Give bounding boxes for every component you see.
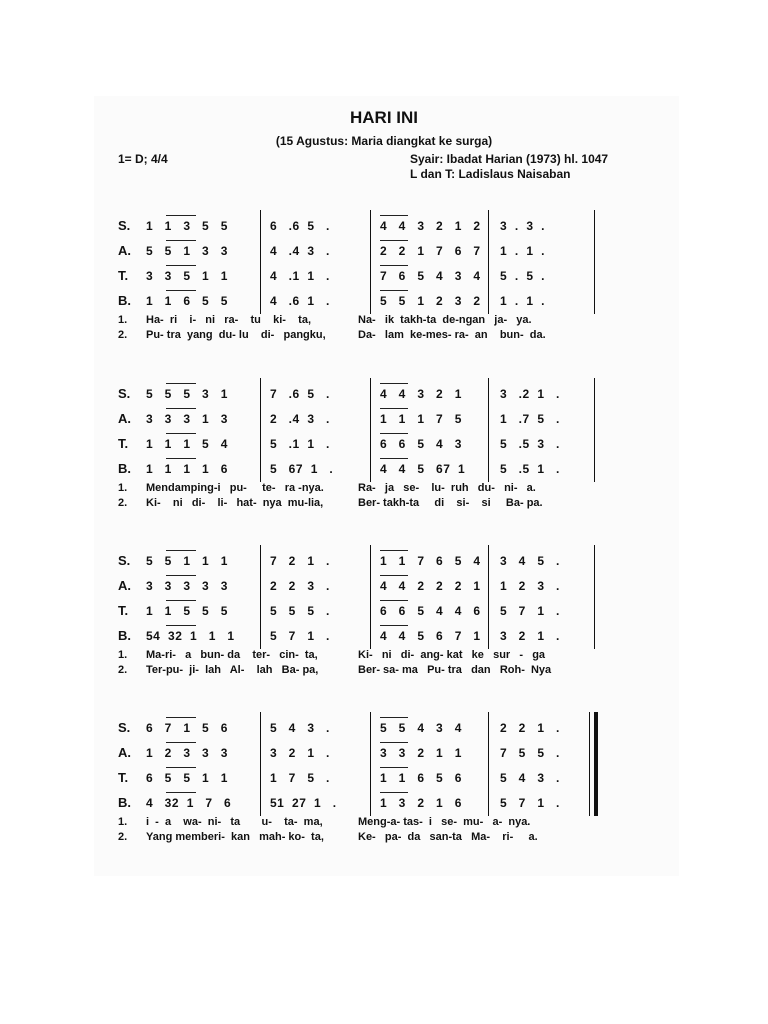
beam (166, 767, 196, 768)
measure: 5 7 1 . (500, 796, 560, 810)
measure: 5 .5 1 . (500, 462, 560, 476)
measure: 2 .4 3 . (270, 412, 330, 426)
beam (166, 600, 196, 601)
verse-number: 2. (118, 664, 128, 676)
barline (488, 210, 489, 314)
beam (380, 575, 408, 576)
voice-label: S. (118, 553, 131, 568)
measure: 3 3 2 1 1 (380, 746, 462, 760)
beam (166, 717, 196, 718)
voice-label: T. (118, 436, 129, 451)
measure: 6 7 1 5 6 (146, 721, 228, 735)
verse-number: 2. (118, 497, 128, 509)
measure: 5 5 1 2 3 2 (380, 294, 481, 308)
beam (380, 240, 408, 241)
barline (594, 378, 595, 482)
beam (166, 383, 196, 384)
measure: 5 5 5 . (270, 604, 330, 618)
measure: 3 . 3 . (500, 219, 546, 233)
measure: 4 4 5 67 1 (380, 462, 466, 476)
voice-label: A. (118, 243, 131, 258)
beam (166, 625, 196, 626)
measure: 3 4 5 . (500, 554, 560, 568)
lyric-line-first-half: Mendamping-i pu- te- ra -nya. (146, 482, 324, 494)
song-title: HARI INI (350, 108, 418, 127)
measure: 4 .4 3 . (270, 244, 330, 258)
measure: 1 2 3 . (500, 579, 560, 593)
measure: 5 .1 1 . (270, 437, 330, 451)
voice-label: B. (118, 795, 131, 810)
measure: 1 . 1 . (500, 294, 546, 308)
barline (594, 210, 595, 314)
verse-number: 1. (118, 649, 128, 661)
measure: 5 4 3 . (500, 771, 560, 785)
measure: 5 4 3 . (270, 721, 330, 735)
beam (166, 215, 196, 216)
measure: 1 1 7 6 5 4 (380, 554, 481, 568)
beam (166, 458, 196, 459)
lyric-line-first-half: Ter-pu- ji- lah Al- lah Ba- pa, (146, 664, 319, 676)
beam (380, 792, 408, 793)
voice-label: B. (118, 461, 131, 476)
voice-label: S. (118, 720, 131, 735)
lyric-line-second-half: Ki- ni di- ang- kat ke sur - ga (358, 649, 546, 661)
measure: 1 1 3 5 5 (146, 219, 228, 233)
lyric-line-second-half: Ke- pa- da san-ta Ma- ri- a. (358, 831, 538, 843)
measure: 5 5 1 1 1 (146, 554, 228, 568)
barline (594, 712, 598, 816)
beam (166, 575, 196, 576)
measure: 1 .7 5 . (500, 412, 560, 426)
measure: 2 2 1 . (500, 721, 560, 735)
measure: 7 2 1 . (270, 554, 330, 568)
barline (370, 378, 371, 482)
score-system (118, 545, 603, 695)
measure: 6 6 5 4 3 (380, 437, 462, 451)
measure: 5 .5 3 . (500, 437, 560, 451)
measure: 2 2 1 7 6 7 (380, 244, 481, 258)
beam (380, 742, 408, 743)
barline (488, 712, 489, 816)
measure: 1 1 6 5 5 (146, 294, 228, 308)
lyric-line-second-half: Da- lam ke-mes- ra- an bun- da. (358, 329, 546, 341)
measure: 3 3 5 1 1 (146, 269, 228, 283)
barline (488, 545, 489, 649)
measure: 1 1 5 5 5 (146, 604, 228, 618)
measure: 51 27 1 . (270, 796, 337, 810)
music-credit: L dan T: Ladislaus Naisaban (410, 167, 571, 181)
measure: 5 7 1 . (270, 629, 330, 643)
beam (380, 717, 408, 718)
beam (380, 433, 408, 434)
lyric-line-first-half: i - a wa- ni- ta u- ta- ma, (146, 816, 323, 828)
measure: 5 67 1 . (270, 462, 334, 476)
score-system (118, 378, 603, 528)
measure: 54 32 1 1 1 (146, 629, 235, 643)
beam (166, 290, 196, 291)
beam (380, 550, 408, 551)
barline (260, 712, 261, 816)
beam (166, 265, 196, 266)
beam (166, 742, 196, 743)
beam (380, 600, 408, 601)
lyric-line-second-half: Na- ik takh-ta de-ngan ja- ya. (358, 314, 532, 326)
voice-label: T. (118, 770, 129, 785)
measure: 7 5 5 . (500, 746, 560, 760)
measure: 4 4 2 2 2 1 (380, 579, 481, 593)
voice-label: T. (118, 603, 129, 618)
score-system (118, 712, 603, 862)
lyrics-credit: Syair: Ibadat Harian (1973) hl. 1047 (410, 152, 609, 166)
score-system (118, 210, 603, 360)
measure: 2 2 3 . (270, 579, 330, 593)
barline (488, 378, 489, 482)
voice-label: A. (118, 411, 131, 426)
verse-number: 1. (118, 482, 128, 494)
verse-number: 2. (118, 831, 128, 843)
beam (380, 625, 408, 626)
key-signature: 1= D; 4/4 (118, 152, 168, 166)
voice-label: T. (118, 268, 129, 283)
lyric-line-first-half: Ma-ri- a bun- da ter- cin- ta, (146, 649, 318, 661)
voice-label: B. (118, 628, 131, 643)
measure: 1 1 1 1 6 (146, 462, 228, 476)
measure: 7 6 5 4 3 4 (380, 269, 481, 283)
measure: 7 .6 5 . (270, 387, 330, 401)
beam (166, 433, 196, 434)
lyric-line-first-half: Yang memberi- kan mah- ko- ta, (146, 831, 324, 843)
measure: 1 1 1 5 4 (146, 437, 228, 451)
beam (380, 215, 408, 216)
measure: 5 5 5 3 1 (146, 387, 228, 401)
voice-label: B. (118, 293, 131, 308)
measure: 4 .1 1 . (270, 269, 330, 283)
song-subtitle: (15 Agustus: Maria diangkat ke surga) (275, 134, 493, 148)
beam (166, 408, 196, 409)
voice-label: A. (118, 578, 131, 593)
lyric-line-second-half: Ber- sa- ma Pu- tra dan Roh- Nya (358, 664, 552, 676)
lyric-line-second-half: Ra- ja se- lu- ruh du- ni- a. (358, 482, 536, 494)
measure: 6 6 5 4 4 6 (380, 604, 481, 618)
barline (260, 210, 261, 314)
barline (594, 545, 595, 649)
barline (370, 712, 371, 816)
voice-label: A. (118, 745, 131, 760)
beam (380, 265, 408, 266)
lyric-line-second-half: Ber- takh-ta di si- si Ba- pa. (358, 497, 543, 509)
beam (380, 767, 408, 768)
credits (410, 152, 608, 182)
measure: 3 2 1 . (270, 746, 330, 760)
beam (380, 290, 408, 291)
measure: 1 2 3 3 3 (146, 746, 228, 760)
voice-label: S. (118, 218, 131, 233)
measure: 3 2 1 . (500, 629, 560, 643)
beam (166, 792, 196, 793)
barline (370, 210, 371, 314)
verse-number: 1. (118, 816, 128, 828)
measure: 3 .2 1 . (500, 387, 560, 401)
measure: 3 3 3 3 3 (146, 579, 228, 593)
beam (380, 408, 408, 409)
beam (166, 550, 196, 551)
beam (166, 240, 196, 241)
measure: 1 1 1 7 5 (380, 412, 462, 426)
barline (260, 545, 261, 649)
verse-number: 1. (118, 314, 128, 326)
voice-label: S. (118, 386, 131, 401)
final-barline-thin (589, 712, 590, 816)
measure: 4 32 1 7 6 (146, 796, 232, 810)
lyric-line-first-half: Ki- ni di- li- hat- nya mu-lia, (146, 497, 324, 509)
barline (260, 378, 261, 482)
beam (380, 458, 408, 459)
measure: 1 7 5 . (270, 771, 330, 785)
barline (370, 545, 371, 649)
measure: 4 4 3 2 1 2 (380, 219, 481, 233)
measure: 5 7 1 . (500, 604, 560, 618)
measure: 3 3 3 1 3 (146, 412, 228, 426)
lyric-line-second-half: Meng-a- tas- i se- mu- a- nya. (358, 816, 531, 828)
measure: 5 5 1 3 3 (146, 244, 228, 258)
measure: 1 . 1 . (500, 244, 546, 258)
verse-number: 2. (118, 329, 128, 341)
measure: 5 5 4 3 4 (380, 721, 462, 735)
lyric-line-first-half: Pu- tra yang du- lu di- pangku, (146, 329, 326, 341)
measure: 1 3 2 1 6 (380, 796, 462, 810)
measure: 4 4 5 6 7 1 (380, 629, 481, 643)
measure: 4 4 3 2 1 (380, 387, 462, 401)
measure: 6 .6 5 . (270, 219, 330, 233)
measure: 6 5 5 1 1 (146, 771, 228, 785)
lyric-line-first-half: Ha- ri i- ni ra- tu ki- ta, (146, 314, 312, 326)
measure: 5 . 5 . (500, 269, 546, 283)
measure: 4 .6 1 . (270, 294, 330, 308)
beam (380, 383, 408, 384)
measure: 1 1 6 5 6 (380, 771, 462, 785)
